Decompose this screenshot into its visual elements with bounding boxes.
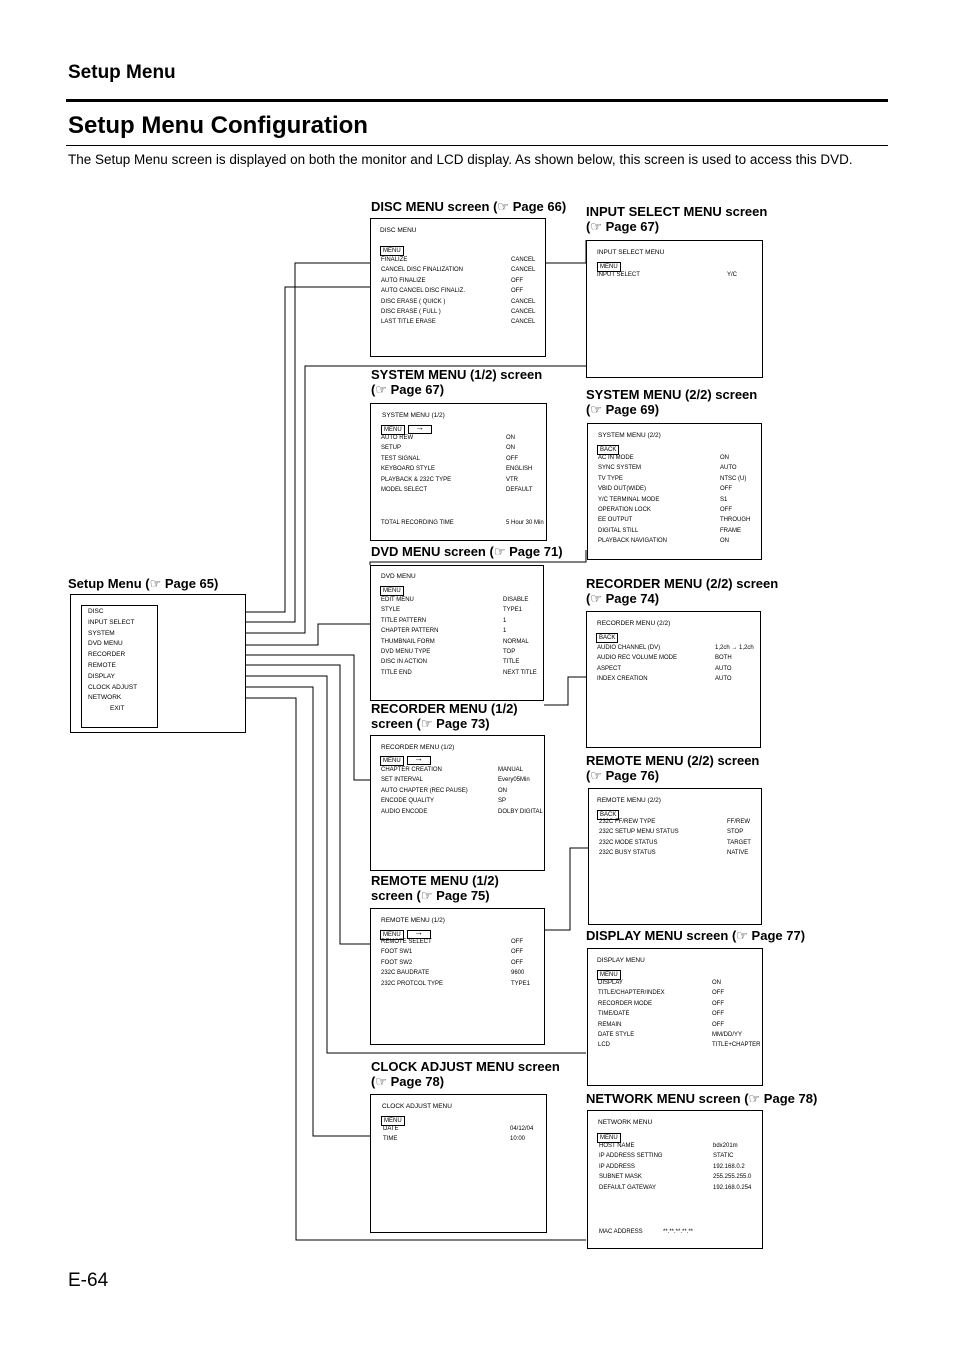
recorder-menu-1-heading: RECORDER MENU (1/2) screen (☞ Page 73) bbox=[371, 701, 518, 731]
input-select-rows bbox=[597, 272, 758, 282]
menu-row[interactable] bbox=[381, 309, 541, 319]
row-value: VTR bbox=[506, 476, 518, 483]
menu-row[interactable] bbox=[597, 666, 756, 676]
row-value: DOLBY DIGITAL bbox=[498, 808, 543, 815]
row-label: OPERATION LOCK bbox=[598, 506, 651, 513]
row-label: 232C BAUDRATE bbox=[381, 970, 430, 977]
row-label: PLAYBACK & 232C TYPE bbox=[381, 476, 452, 483]
menu-row[interactable] bbox=[598, 465, 757, 475]
row-value: OFF bbox=[511, 939, 523, 945]
row-label: TITLE PATTERN bbox=[381, 617, 427, 624]
row-value: FRAME bbox=[720, 527, 741, 534]
row-value: STOP bbox=[727, 829, 744, 836]
screen-title: DVD MENU bbox=[381, 573, 416, 580]
dvd-menu-heading: DVD MENU screen (☞ Page 71) bbox=[371, 544, 563, 559]
row-value: OFF bbox=[712, 1021, 724, 1028]
menu-tag: MENU bbox=[597, 1133, 621, 1143]
menu-row[interactable] bbox=[381, 659, 539, 669]
row-label: DVD MENU TYPE bbox=[381, 648, 431, 655]
row-label: DATE STYLE bbox=[598, 1031, 635, 1038]
menu-row[interactable] bbox=[598, 455, 757, 465]
remote-menu-1-heading: REMOTE MENU (1/2) screen (☞ Page 75) bbox=[371, 873, 499, 903]
menu-row[interactable] bbox=[381, 299, 541, 309]
menu-row[interactable] bbox=[381, 607, 539, 617]
setup-item-exit[interactable]: EXIT bbox=[110, 705, 125, 713]
menu-row[interactable] bbox=[381, 288, 541, 298]
system-menu-2-rows bbox=[598, 455, 757, 549]
intro-paragraph: The Setup Menu screen is displayed on both the monitor and LCD display. As shown below, this screen is used to access this DVD. bbox=[68, 152, 853, 167]
row-label: 232C SETUP MENU STATUS bbox=[599, 829, 679, 836]
row-value: ON bbox=[506, 445, 515, 452]
menu-row[interactable] bbox=[381, 981, 540, 991]
clock-adjust-heading: CLOCK ADJUST MENU screen (☞ Page 78) bbox=[371, 1059, 560, 1089]
menu-row[interactable] bbox=[381, 466, 542, 476]
row-label: ASPECT bbox=[597, 665, 622, 672]
row-value: S1 bbox=[720, 496, 728, 503]
recorder-menu-1-rows bbox=[381, 767, 543, 819]
remote-menu-1-screen bbox=[370, 908, 545, 1045]
menu-row[interactable] bbox=[598, 507, 757, 517]
row-label: LCD bbox=[598, 1042, 611, 1049]
section-heading: Setup Menu bbox=[68, 62, 176, 83]
row-value: CANCEL bbox=[511, 257, 536, 263]
row-value: SP bbox=[498, 798, 507, 805]
row-value: OFF bbox=[511, 288, 523, 295]
menu-row[interactable] bbox=[381, 319, 541, 329]
menu-tag: MENU bbox=[380, 586, 404, 596]
row-value: AUTO bbox=[720, 465, 737, 472]
menu-row[interactable] bbox=[383, 1136, 542, 1146]
dvd-menu-screen bbox=[370, 565, 544, 701]
system-menu-1-footer bbox=[381, 520, 542, 530]
row-label: KEYBOARD STYLE bbox=[381, 466, 436, 473]
remote-menu-2-rows bbox=[599, 819, 757, 861]
remote-menu-1-rows bbox=[381, 939, 540, 991]
menu-row[interactable] bbox=[599, 1164, 758, 1174]
screen-title: CLOCK ADJUST MENU bbox=[382, 1103, 452, 1110]
row-label: 232C MODE STATUS bbox=[599, 839, 658, 846]
row-value: 04/12/04 bbox=[510, 1126, 534, 1132]
row-label: DIGITAL STILL bbox=[598, 527, 639, 534]
row-value: STATIC bbox=[713, 1153, 734, 1160]
menu-row[interactable] bbox=[381, 939, 540, 949]
page-number: E-64 bbox=[68, 1270, 109, 1291]
row-value: TITLE bbox=[503, 659, 520, 666]
row-label: DISC ERASE ( QUICK ) bbox=[381, 298, 446, 305]
row-value: TYPE1 bbox=[503, 607, 523, 614]
row-value: OFF bbox=[720, 506, 732, 513]
next-page-arrow-icon bbox=[407, 756, 431, 765]
footer-value: **.**.**.**.** bbox=[663, 1229, 694, 1235]
system-menu-2-heading: SYSTEM MENU (2/2) screen (☞ Page 69) bbox=[586, 387, 757, 417]
screen-title: SYSTEM MENU (2/2) bbox=[598, 432, 661, 439]
back-tag: BACK bbox=[597, 810, 619, 820]
row-value: OFF bbox=[511, 277, 523, 284]
menu-row[interactable] bbox=[599, 829, 757, 839]
menu-row[interactable] bbox=[599, 1153, 758, 1163]
menu-tag: MENU bbox=[381, 1116, 405, 1126]
row-label: DATE bbox=[383, 1126, 399, 1132]
setup-item-system[interactable]: SYSTEM bbox=[88, 629, 115, 637]
row-value: MM/DD/YY bbox=[712, 1031, 742, 1038]
menu-tag: MENU bbox=[380, 756, 404, 766]
menu-row[interactable] bbox=[381, 639, 539, 649]
row-value: 9600 bbox=[511, 970, 525, 977]
menu-row[interactable] bbox=[381, 487, 542, 497]
setup-menu-heading: Setup Menu (☞ Page 65) bbox=[68, 576, 218, 591]
row-label: EE OUTPUT bbox=[598, 517, 633, 524]
menu-row[interactable] bbox=[598, 517, 757, 527]
display-menu-rows bbox=[598, 980, 761, 1053]
screen-title: DISC MENU bbox=[380, 227, 417, 234]
row-value: THROUGH bbox=[720, 517, 751, 524]
row-label: TITLE END bbox=[381, 669, 412, 676]
recorder-menu-1-screen bbox=[370, 735, 545, 871]
row-value: 192.168.0.2 bbox=[713, 1163, 745, 1170]
row-value: AUTO bbox=[715, 676, 732, 683]
dvd-menu-rows bbox=[381, 597, 539, 680]
footer-value: 5 Hour 30 Min bbox=[506, 520, 544, 526]
menu-row[interactable] bbox=[381, 767, 540, 777]
row-label: DEFAULT GATEWAY bbox=[599, 1184, 657, 1191]
row-value: Y/C bbox=[727, 272, 738, 278]
row-value: CANCEL bbox=[511, 308, 536, 315]
remote-menu-2-heading: REMOTE MENU (2/2) screen (☞ Page 76) bbox=[586, 753, 759, 783]
row-value: 255.255.255.0 bbox=[713, 1174, 752, 1181]
setup-item-clock-adjust[interactable]: CLOCK ADJUST bbox=[88, 683, 138, 691]
row-label: CHAPTER PATTERN bbox=[381, 628, 439, 635]
disc-menu-heading: DISC MENU screen (☞ Page 66) bbox=[371, 199, 566, 214]
row-value: 1 bbox=[503, 628, 507, 635]
row-label: AUTO CANCEL DISC FINALIZ. bbox=[381, 288, 466, 295]
recorder-menu-2-rows bbox=[597, 645, 756, 687]
next-page-arrow-icon bbox=[408, 425, 432, 434]
row-value: TOP bbox=[503, 648, 516, 655]
menu-row[interactable] bbox=[381, 628, 539, 638]
row-label: STYLE bbox=[381, 607, 401, 614]
menu-row[interactable] bbox=[381, 477, 542, 487]
row-value: 1 bbox=[503, 617, 507, 624]
row-value: OFF bbox=[506, 455, 518, 462]
menu-row[interactable] bbox=[598, 980, 758, 990]
row-value: NORMAL bbox=[503, 638, 529, 645]
row-value: NEXT TITLE bbox=[503, 669, 537, 676]
row-label: CHAPTER CREATION bbox=[381, 767, 442, 773]
screen-title: SYSTEM MENU (1/2) bbox=[382, 412, 445, 419]
menu-row[interactable] bbox=[381, 445, 542, 455]
menu-row[interactable] bbox=[381, 597, 539, 607]
row-value: bdx201m bbox=[713, 1143, 738, 1149]
row-label: EDIT MENU bbox=[381, 597, 414, 603]
row-value: OFF bbox=[511, 949, 523, 956]
screen-title: RECORDER MENU (1/2) bbox=[381, 744, 455, 751]
row-label: FINALIZE bbox=[381, 257, 408, 263]
menu-row[interactable] bbox=[381, 257, 541, 267]
menu-tag: MENU bbox=[597, 970, 621, 980]
row-label: FOOT SW2 bbox=[381, 959, 413, 966]
row-value: OFF bbox=[511, 959, 523, 966]
menu-row[interactable] bbox=[597, 645, 756, 655]
menu-row[interactable] bbox=[381, 670, 539, 680]
network-menu-footer bbox=[599, 1229, 758, 1239]
setup-item-disc[interactable]: DISC bbox=[88, 608, 104, 615]
row-label: TITLE/CHAPTER/INDEX bbox=[598, 990, 665, 997]
row-label: 232C PROTCOL TYPE bbox=[381, 980, 444, 987]
footer-label: MAC ADDRESS bbox=[599, 1229, 643, 1235]
row-value: OFF bbox=[712, 990, 724, 997]
row-label: REMAIN bbox=[598, 1021, 622, 1028]
menu-row[interactable] bbox=[598, 538, 757, 548]
menu-row[interactable] bbox=[381, 649, 539, 659]
page-title: Setup Menu Configuration bbox=[68, 112, 368, 139]
row-label: LAST TITLE ERASE bbox=[381, 319, 436, 326]
row-value: Every05Min bbox=[498, 777, 530, 784]
row-value: FF/REW bbox=[727, 819, 750, 825]
row-label: TV TYPE bbox=[598, 475, 623, 482]
row-label: 232C FF/REW TYPE bbox=[599, 819, 656, 825]
row-label: VBID OUT(WIDE) bbox=[598, 486, 646, 493]
menu-row[interactable] bbox=[598, 528, 757, 538]
menu-row[interactable] bbox=[381, 970, 540, 980]
recorder-menu-2-screen bbox=[586, 611, 761, 748]
menu-tag: MENU bbox=[381, 425, 405, 435]
system-menu-1-rows bbox=[381, 435, 542, 497]
row-label: TEST SIGNAL bbox=[381, 455, 420, 462]
menu-row[interactable] bbox=[599, 850, 757, 860]
row-label: TIME/DATE bbox=[598, 1011, 630, 1018]
row-label: AUTO REW bbox=[381, 435, 414, 441]
display-menu-screen bbox=[587, 948, 763, 1086]
row-value: ON bbox=[506, 435, 515, 441]
menu-row[interactable] bbox=[599, 1185, 758, 1195]
row-label: AUTO CHAPTER (REC PAUSE) bbox=[381, 787, 468, 794]
display-menu-heading: DISPLAY MENU screen (☞ Page 77) bbox=[586, 928, 805, 943]
screen-title: RECORDER MENU (2/2) bbox=[597, 620, 671, 627]
menu-row[interactable] bbox=[598, 1011, 758, 1021]
row-value: OFF bbox=[712, 1000, 724, 1007]
setup-item-dvd-menu[interactable]: DVD MENU bbox=[88, 640, 123, 648]
screen-title: NETWORK MENU bbox=[598, 1119, 653, 1126]
menu-row[interactable] bbox=[597, 272, 758, 282]
menu-row[interactable] bbox=[381, 618, 539, 628]
menu-row[interactable] bbox=[598, 1042, 761, 1052]
row-label: SYNC SYSTEM bbox=[598, 465, 642, 472]
row-value: ON bbox=[720, 455, 729, 461]
row-label: CANCEL DISC FINALIZATION bbox=[381, 267, 464, 274]
row-label: FOOT SW1 bbox=[381, 949, 413, 956]
row-value: OFF bbox=[720, 486, 732, 493]
row-label: PLAYBACK NAVIGATION bbox=[598, 538, 668, 545]
menu-row[interactable] bbox=[381, 777, 540, 787]
setup-item-remote[interactable]: REMOTE bbox=[88, 661, 116, 669]
row-label: AUDIO REC VOLUME MODE bbox=[597, 655, 678, 662]
menu-row[interactable] bbox=[383, 1126, 542, 1136]
screen-title: REMOTE MENU (2/2) bbox=[597, 797, 661, 804]
row-value: TYPE1 bbox=[511, 980, 531, 987]
row-label: IP ADDRESS bbox=[599, 1163, 635, 1170]
back-tag: BACK bbox=[597, 445, 619, 455]
row-label: AC IN MODE bbox=[598, 455, 634, 461]
row-value: OFF bbox=[712, 1011, 724, 1018]
row-value: NATIVE bbox=[727, 850, 749, 857]
back-tag: BACK bbox=[596, 633, 618, 643]
menu-row[interactable] bbox=[598, 1022, 758, 1032]
next-page-arrow-icon bbox=[407, 930, 431, 939]
row-value: 1,2ch → 1,2ch bbox=[715, 645, 754, 651]
row-value: TARGET bbox=[727, 839, 751, 846]
setup-item-recorder[interactable]: RECORDER bbox=[88, 651, 126, 659]
row-value: DISABLE bbox=[503, 597, 529, 603]
menu-row[interactable] bbox=[599, 1143, 758, 1153]
menu-tag: MENU bbox=[597, 262, 621, 272]
row-value: AUTO bbox=[715, 665, 732, 672]
row-label: AUTO FINALIZE bbox=[381, 277, 426, 284]
menu-row[interactable] bbox=[598, 990, 758, 1000]
clock-adjust-screen bbox=[370, 1094, 547, 1233]
menu-row[interactable] bbox=[599, 840, 757, 850]
row-label: IP ADDRESS SETTING bbox=[599, 1153, 663, 1160]
row-value: ON bbox=[498, 787, 507, 794]
row-value: CANCEL bbox=[511, 298, 536, 305]
menu-row[interactable] bbox=[598, 1032, 758, 1042]
row-label: AUDIO CHANNEL (DV) bbox=[597, 645, 661, 651]
menu-row[interactable] bbox=[381, 960, 540, 970]
setup-menu-list bbox=[88, 607, 137, 715]
row-value: CANCEL bbox=[511, 319, 536, 326]
network-menu-rows bbox=[599, 1143, 758, 1195]
row-label: HOST NAME bbox=[599, 1143, 635, 1149]
remote-menu-2-screen bbox=[588, 788, 762, 925]
menu-row[interactable] bbox=[598, 486, 757, 496]
menu-row[interactable] bbox=[381, 435, 542, 445]
system-menu-1-screen bbox=[370, 403, 547, 541]
setup-item-display[interactable]: DISPLAY bbox=[88, 672, 115, 680]
row-label: DISC ERASE ( FULL ) bbox=[381, 308, 441, 315]
network-menu-screen bbox=[587, 1110, 763, 1249]
network-menu-heading: NETWORK MENU screen (☞ Page 78) bbox=[586, 1091, 817, 1106]
menu-tag: MENU bbox=[380, 246, 404, 256]
row-label: ENCODE QUALITY bbox=[381, 798, 435, 805]
system-menu-2-screen bbox=[587, 423, 762, 560]
row-label: Y/C TERMINAL MODE bbox=[598, 496, 660, 503]
menu-row[interactable] bbox=[381, 949, 540, 959]
row-value: 10:00 bbox=[510, 1136, 526, 1143]
menu-row[interactable] bbox=[597, 655, 756, 665]
clock-adjust-rows bbox=[383, 1126, 542, 1147]
row-label: TIME bbox=[383, 1136, 398, 1143]
row-label: SETUP bbox=[381, 445, 402, 452]
menu-row[interactable] bbox=[598, 476, 757, 486]
screen-title: INPUT SELECT MENU bbox=[597, 249, 665, 256]
menu-row[interactable] bbox=[381, 278, 541, 288]
row-value: ON bbox=[712, 980, 721, 986]
screen-title: DISPLAY MENU bbox=[597, 957, 645, 964]
row-value: DEFAULT bbox=[506, 486, 533, 493]
row-label: 232C BUSY STATUS bbox=[599, 850, 656, 857]
menu-row[interactable] bbox=[598, 497, 757, 507]
row-label: DISPLAY bbox=[598, 980, 623, 986]
menu-row[interactable] bbox=[597, 676, 756, 686]
row-value: 192.168.0.254 bbox=[713, 1184, 752, 1191]
setup-item-input-select[interactable]: INPUT SELECT bbox=[88, 618, 135, 626]
menu-row[interactable] bbox=[599, 819, 757, 829]
menu-tag: MENU bbox=[380, 930, 404, 940]
row-label: AUDIO ENCODE bbox=[381, 808, 428, 815]
menu-row[interactable] bbox=[599, 1174, 758, 1184]
recorder-menu-2-heading: RECORDER MENU (2/2) screen (☞ Page 74) bbox=[586, 576, 778, 606]
row-label: THUMBNAIL FORM bbox=[381, 638, 435, 645]
input-select-screen bbox=[586, 240, 763, 378]
row-label: REMOTE SELECT bbox=[381, 939, 432, 945]
row-value: MANUAL bbox=[498, 767, 524, 773]
setup-item-network[interactable]: NETWORK bbox=[88, 694, 122, 702]
row-value: BOTH bbox=[715, 655, 732, 662]
row-value: ON bbox=[720, 538, 729, 545]
menu-row[interactable] bbox=[598, 1001, 758, 1011]
menu-row[interactable] bbox=[381, 798, 540, 808]
disc-menu-rows bbox=[381, 257, 541, 330]
menu-row[interactable] bbox=[381, 808, 543, 819]
input-select-heading: INPUT SELECT MENU screen (☞ Page 67) bbox=[586, 204, 767, 234]
disc-menu-screen bbox=[370, 218, 546, 357]
screen-title: REMOTE MENU (1/2) bbox=[381, 917, 445, 924]
row-value: NTSC (U) bbox=[720, 475, 747, 482]
row-value: TITLE+CHAPTER bbox=[712, 1042, 761, 1049]
menu-row[interactable] bbox=[381, 267, 541, 277]
row-label: SET INTERVAL bbox=[381, 777, 424, 784]
system-menu-1-heading: SYSTEM MENU (1/2) screen (☞ Page 67) bbox=[371, 367, 542, 397]
row-label: INPUT SELECT bbox=[597, 272, 640, 278]
row-value: ENGLISH bbox=[506, 466, 533, 473]
row-value: CANCEL bbox=[511, 267, 536, 274]
menu-row[interactable] bbox=[381, 456, 542, 466]
footer-label: TOTAL RECORDING TIME bbox=[381, 520, 454, 526]
row-label: SUBNET MASK bbox=[599, 1174, 642, 1181]
row-label: MODEL SELECT bbox=[381, 486, 428, 493]
row-label: RECORDER MODE bbox=[598, 1000, 653, 1007]
row-label: DISC IN ACTION bbox=[381, 659, 428, 666]
row-label: INDEX CREATION bbox=[597, 676, 648, 683]
menu-row[interactable] bbox=[381, 788, 540, 798]
